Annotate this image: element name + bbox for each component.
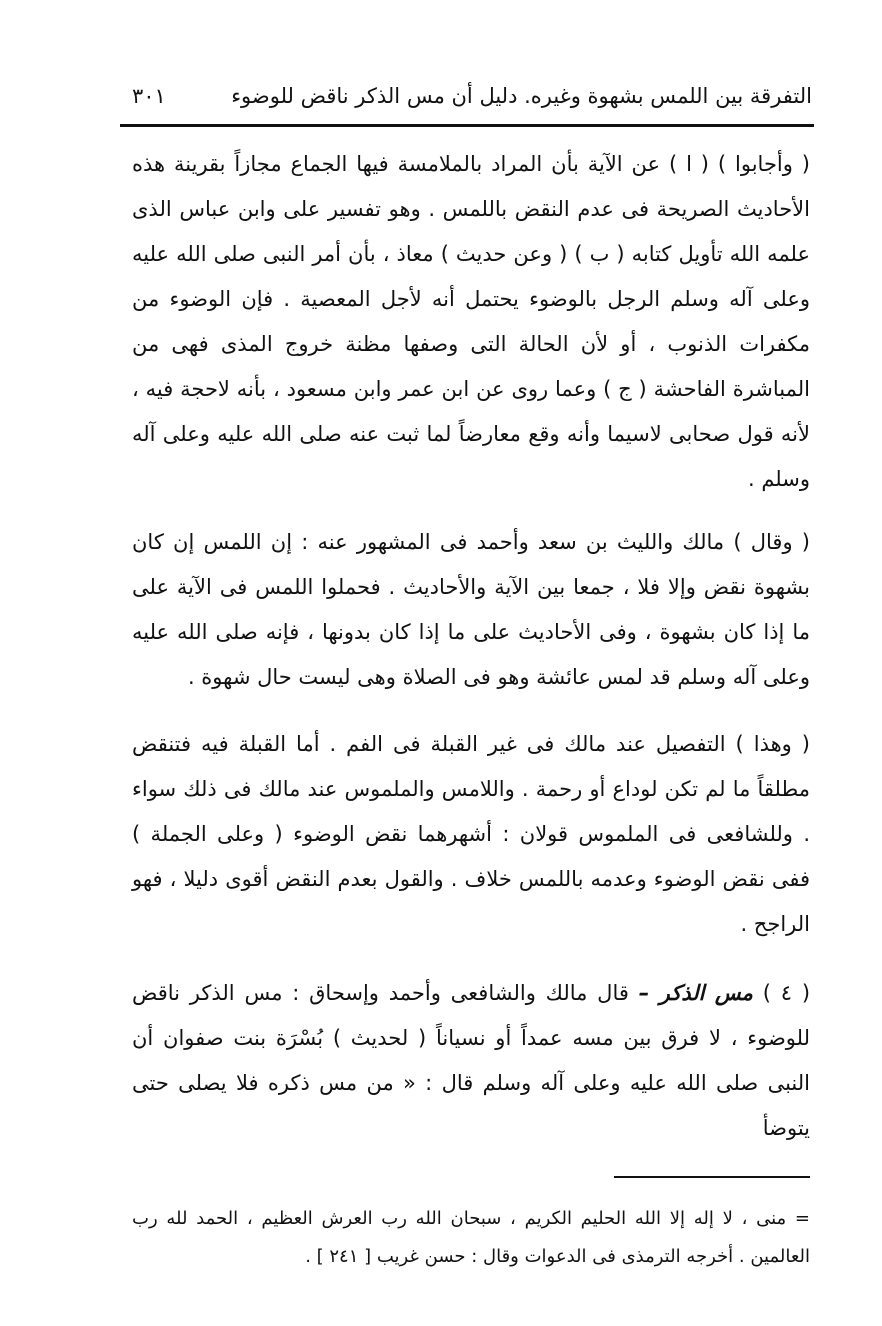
section-4-heading: مس الذكر – bbox=[638, 981, 753, 1005]
section-4-number: ( ٤ ) bbox=[762, 981, 811, 1005]
footnote: = منى ، لا إله إلا الله الحليم الكريم ، سبحان الله رب العرش العظيم ، الحمد لله رب العالمين . أخرجه الترمذى فى الدعوات وقال : حسن غريب [ ٢٤١ ] . bbox=[132, 1208, 810, 1267]
page-number: ٣٠١ bbox=[132, 84, 166, 108]
header-title: التفرقة بين اللمس بشهوة وغيره. دليل أن مس الذكر ناقض للوضوء bbox=[231, 84, 812, 108]
paragraph-3: ( وهذا ) التفصيل عند مالك فى غير القبلة فى الفم . أما القبلة فيه فتنقض مطلقاً ما لم تكن لوداع أو رحمة . واللامس والملموس عند مالك فى ذلك سواء . وللشافعى فى الملموس قولان : أشهرهما نقض الوضوء ( وعلى الجملة ) ففى نقض الوضوء وعدمه باللمس خلاف . والقول بعدم النقض أقوى دليلا ، فهو الراجح . bbox=[132, 732, 810, 936]
footnote-rule bbox=[614, 1176, 810, 1178]
running-header bbox=[122, 76, 812, 116]
section-4-text: قال مالك والشافعى وأحمد وإسحاق : مس الذكر ناقض للوضوء ، لا فرق بين مسه عمداً أو نسياناً ( لحديث ) بُسْرَة بنت صفوان أن النبى صلى الله عليه وعلى آله وسلم قال : « من مس ذكره فلا يصلى حتى يتوضأ bbox=[132, 981, 810, 1140]
paragraph-2: ( وقال ) مالك والليث بن سعد وأحمد فى المشهور عنه : إن اللمس إن كان بشهوة نقض وإلا فلا ، جمعا بين الآية والأحاديث . فحملوا اللمس فى الآية على ما إذا كان بشهوة ، وفى الأحاديث على ما إذا كان بدونها ، فإنه صلى الله عليه وعلى آله وسلم قد لمس عائشة وهو فى الصلاة وهى ليست حال شهوة . bbox=[132, 530, 810, 689]
section-4-paragraph bbox=[132, 971, 810, 1151]
main-text bbox=[132, 142, 810, 1169]
paragraph-1: ( وأجابوا ) ( ا ) عن الآية بأن المراد بالملامسة فيها الجماع مجازاً بقرينة هذه الأحاديث الصريحة فى عدم النقض باللمس . وهو تفسير على وابن عباس الذى علمه الله تأويل كتابه ( ب ) ( وعن حديث ) معاذ ، بأن أمر النبى صلى الله عليه وعلى آله وسلم الرجل بالوضوء يحتمل أنه لأجل المعصية . فإن الوضوء من مكفرات الذنوب ، أو لأن الحالة التى وصفها مظنة خروج المذى فهى من المباشرة الفاحشة ( ج ) وعما روى عن ابن عمر وابن مسعود ، بأنه لاحجة فيه ، لأنه قول صحابى لاسيما وأنه وقع معارضاً لما ثبت عنه صلى الله عليه وعلى آله وسلم . bbox=[132, 152, 810, 491]
header-rule bbox=[120, 124, 814, 127]
